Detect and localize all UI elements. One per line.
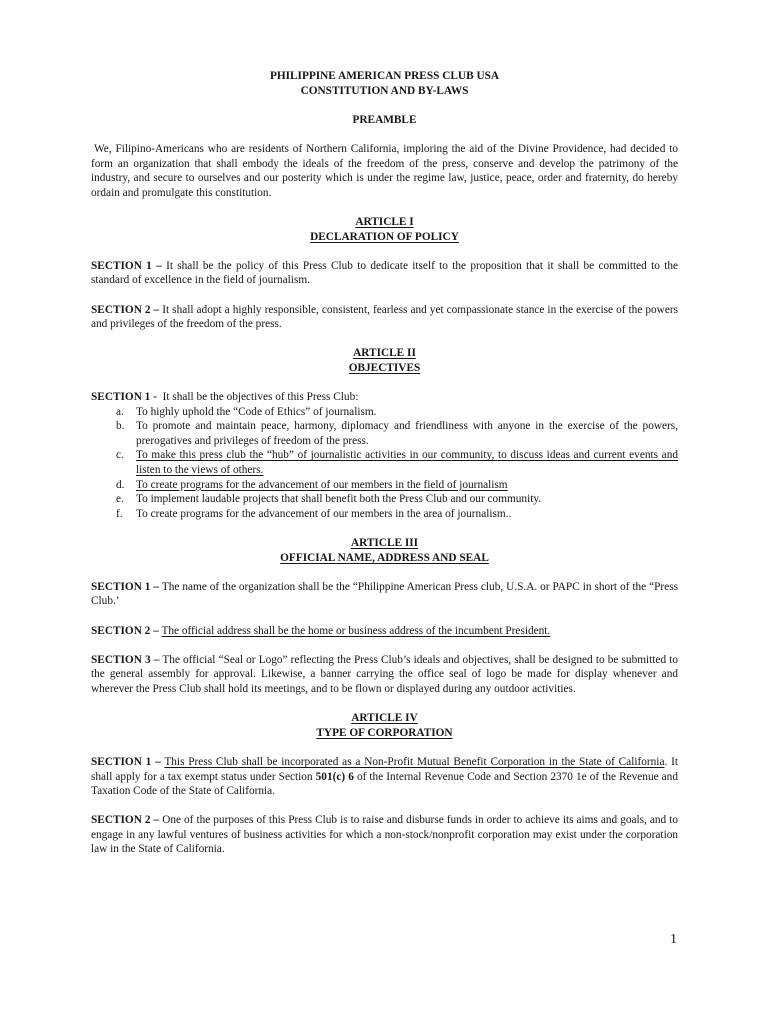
- title-line-organization: PHILIPPINE AMERICAN PRESS CLUB USA: [269, 70, 500, 82]
- section-text: It shall be the policy of this Press Club to dedicate itself to the proposition that it shall be committed to the standard of excellence in the field of journalism.: [91, 259, 678, 287]
- section-text: The official “Seal or Logo” reflecting the Press Club’s ideals and objectives, shall be designed to be submitted to the general assembly for approval. Likewise, a banner carrying the office seal of logo be made for display whenever and wherever the Press Club shall hold its meetings, and to be flown or displayed during any outdoor activities.: [91, 653, 678, 695]
- article-title: OBJECTIVES: [348, 361, 421, 374]
- list-item: [91, 448, 678, 477]
- section-paragraph: [91, 653, 678, 697]
- list-item-text: To highly uphold the “Code of Ethics” of journalism.: [136, 405, 377, 418]
- list-marker: f.: [116, 507, 123, 520]
- section-paragraph: [91, 813, 678, 857]
- article-number: ARTICLE III: [350, 537, 419, 549]
- section-label: SECTION 1 -: [91, 391, 157, 404]
- list-item-text: To promote and maintain peace, harmony, diplomacy and friendliness with anyone in the exercise of the powers, prerogatives and privileges of freedom of the press.: [136, 420, 678, 447]
- list-item-text: To create programs for the advancement of our members in the field of journalism: [136, 478, 508, 491]
- document-title: [91, 69, 678, 98]
- list-marker: b.: [116, 420, 125, 433]
- section-label: SECTION 3 –: [91, 653, 160, 666]
- section-label: SECTION 1 –: [91, 580, 160, 593]
- article-1: [91, 215, 678, 332]
- article-heading: [91, 711, 678, 740]
- section-paragraph: [91, 259, 678, 288]
- article-heading: [91, 346, 678, 375]
- objectives-list: [91, 405, 678, 522]
- document-body: [91, 69, 678, 857]
- section-label: SECTION 2 –: [91, 303, 160, 316]
- list-marker: c.: [116, 449, 124, 462]
- section-text: The official address shall be the home or business address of the incumbent President.: [161, 624, 551, 637]
- section-label: SECTION 2 –: [91, 814, 160, 827]
- list-item-text: To create programs for the advancement of our members in the area of journalism..: [136, 507, 512, 520]
- section-text: of the Internal Revenue Code and Section 2370 1e of the Revenue and Taxation Code of the State of California.: [91, 770, 678, 798]
- article-number: ARTICLE I: [355, 215, 414, 228]
- section-text: The name of the organization shall be the “Philippine American Press club, U.S.A. or PAPC in short of the “Press Club.’: [91, 580, 678, 608]
- section-label: SECTION 1 –: [91, 755, 161, 768]
- section-label: SECTION 2 –: [91, 624, 159, 637]
- article-heading: [91, 215, 678, 244]
- list-item: [91, 507, 678, 522]
- list-item: [91, 419, 678, 448]
- title-line-constitution: CONSTITUTION AND BY-LAWS: [300, 84, 469, 97]
- preamble-text: We, Filipino-Americans who are residents of Northern California, imploring the aid of the Divine Providence, had decided to form an organization that shall embody the ideals of the freedom of the press, conserve and develop the patrimony of the industry, and secure to ourselves and our posterity which is under the regime law, justice, peace, order and fraternity, do hereby ordain and promulgate this constitution.: [91, 142, 678, 199]
- article-4: [91, 711, 678, 857]
- section-paragraph: [91, 580, 678, 609]
- section-paragraph: [91, 755, 678, 799]
- section-paragraph: [91, 303, 678, 332]
- tax-code-reference: 501(c) 6: [315, 770, 354, 783]
- article-title: DECLARATION OF POLICY: [310, 230, 459, 243]
- article-number: ARTICLE IV: [351, 712, 418, 725]
- list-item: [91, 478, 678, 493]
- section-text: One of the purposes of this Press Club is to raise and disburse funds in order to achieve its aims and goals, and to engage in any lawful ventures of business activities for which a non-stock/nonprofit corporation may exist under the corporation law in the State of California.: [91, 814, 678, 856]
- list-item: [91, 492, 678, 507]
- section-paragraph: [91, 624, 678, 639]
- article-heading: [91, 536, 678, 565]
- article-3: [91, 536, 678, 697]
- article-2: [91, 346, 678, 521]
- list-item: [91, 405, 678, 420]
- article-number: ARTICLE II: [353, 347, 416, 360]
- article-title: OFFICIAL NAME, ADDRESS AND SEAL: [280, 551, 489, 564]
- section-text: It shall adopt a highly responsible, consistent, fearless and yet compassionate stance in the exercise of the powers and privileges of the freedom of the press.: [91, 303, 678, 331]
- section-text-underlined: This Press Club shall be incorporated as a Non-Profit Mutual Benefit Corporation in the State of California: [164, 755, 665, 768]
- section-text: . It shall apply for a tax exempt status under Section: [91, 755, 678, 783]
- list-item-text: To implement laudable projects that shall benefit both the Press Club and our community.: [136, 493, 542, 506]
- section-label: SECTION 1 –: [91, 259, 162, 272]
- list-marker: d.: [116, 478, 125, 491]
- page-number: 1: [670, 932, 677, 947]
- list-marker: a.: [116, 405, 124, 418]
- preamble-heading: PREAMBLE: [352, 113, 417, 126]
- list-item-text: To make this press club the “hub” of journalistic activities in our community, to discuss ideas and current events and listen to the views of others.: [136, 449, 678, 477]
- section-paragraph: [91, 390, 678, 405]
- article-title: TYPE OF CORPORATION: [316, 726, 453, 739]
- section-text: It shall be the objectives of this Press Club:: [162, 391, 359, 404]
- list-marker: e.: [116, 493, 124, 506]
